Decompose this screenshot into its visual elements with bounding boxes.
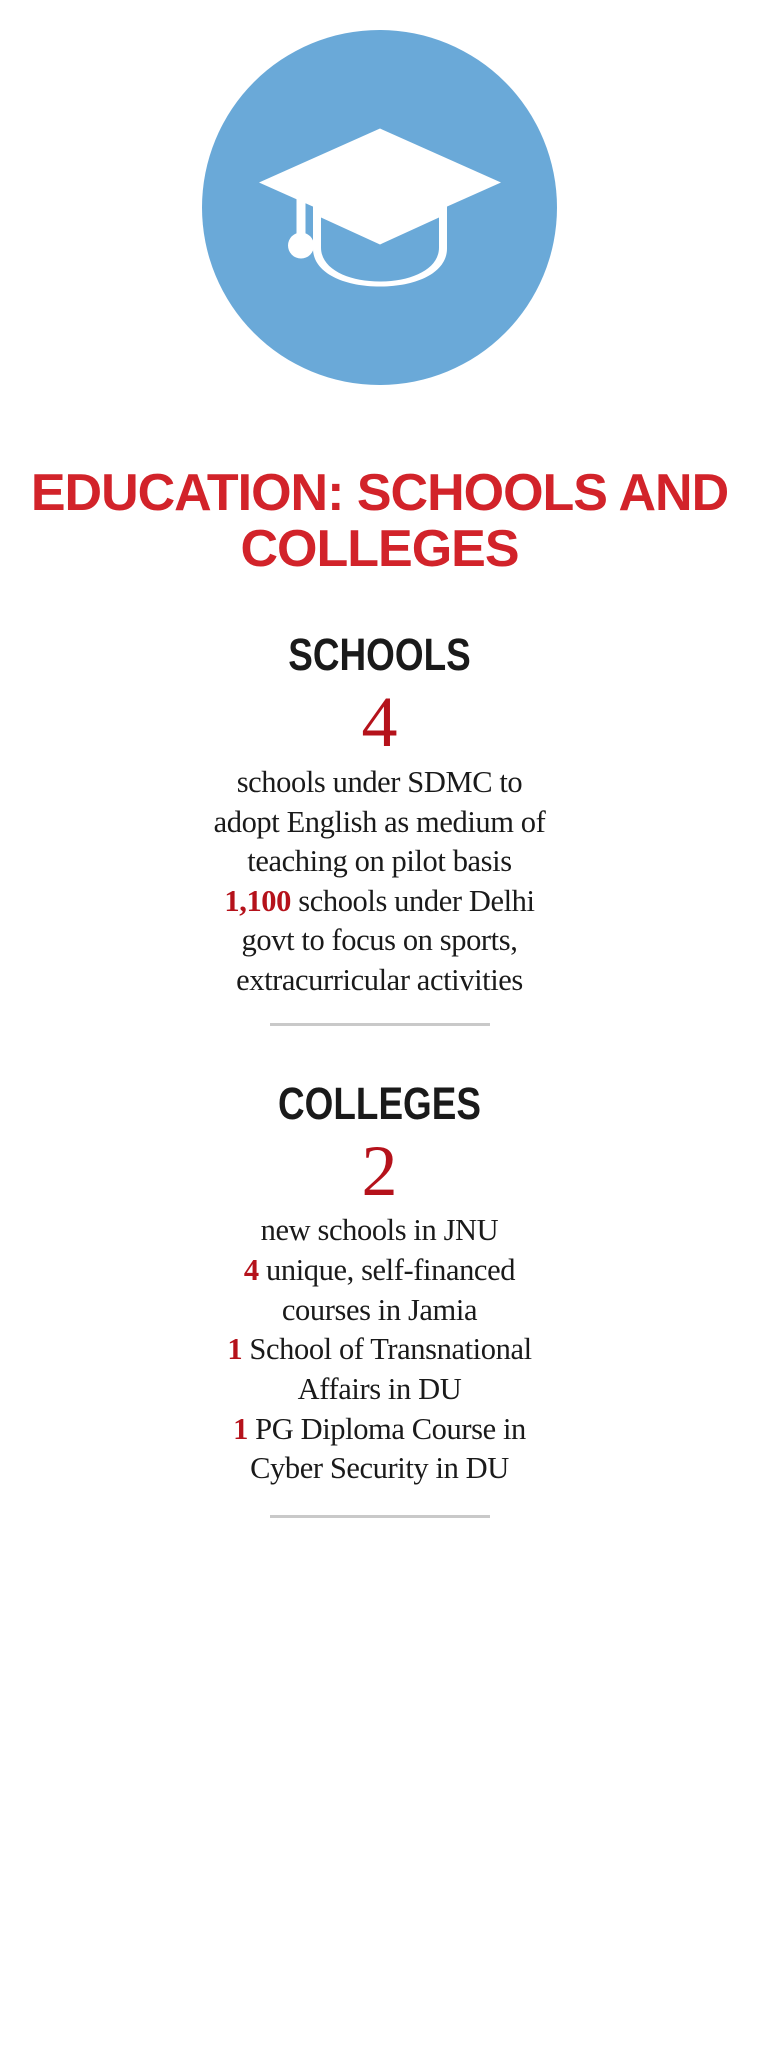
section-colleges [0,1078,759,1518]
stat-line: Cyber Security in DU [250,1451,509,1486]
inline-number: 1,100 [224,883,292,918]
page-title: EDUCATION: SCHOOLS AND COLLEGES [30,464,729,579]
stat-line: adopt English as medium of [213,804,546,839]
stat-line: teaching on pilot basis [247,844,512,879]
stat-line: govt to focus on sports, [241,923,518,958]
stat-line: courses in Jamia [281,1292,478,1327]
stat-line: schools under SDMC to [236,764,523,799]
inline-number: 4 [243,1252,259,1287]
stat-line: 4 unique, self-financed [243,1252,516,1287]
section-divider [270,1023,490,1026]
stat-line: Affairs in DU [297,1371,462,1406]
stat-line: new schools in JNU [260,1213,499,1248]
stat-number: 2 [361,1130,398,1211]
graduation-cap-icon [202,30,557,385]
section-heading: COLLEGES [278,1077,481,1129]
stat-line: 1,100 schools under Delhi [224,883,535,918]
icon-header [0,0,759,385]
stat-line: 1 School of Transnational [227,1332,532,1367]
stat-description [95,1211,664,1488]
section-schools [0,629,759,1025]
stat-line: extracurricular activities [236,963,523,998]
stat-number: 4 [361,682,398,763]
inline-number: 1 [233,1411,248,1446]
stat-line: 1 PG Diploma Course in [233,1411,526,1446]
bottom-divider [270,1515,490,1518]
stat-description [95,763,664,1001]
section-heading: SCHOOLS [288,629,471,681]
inline-number: 1 [227,1332,243,1367]
